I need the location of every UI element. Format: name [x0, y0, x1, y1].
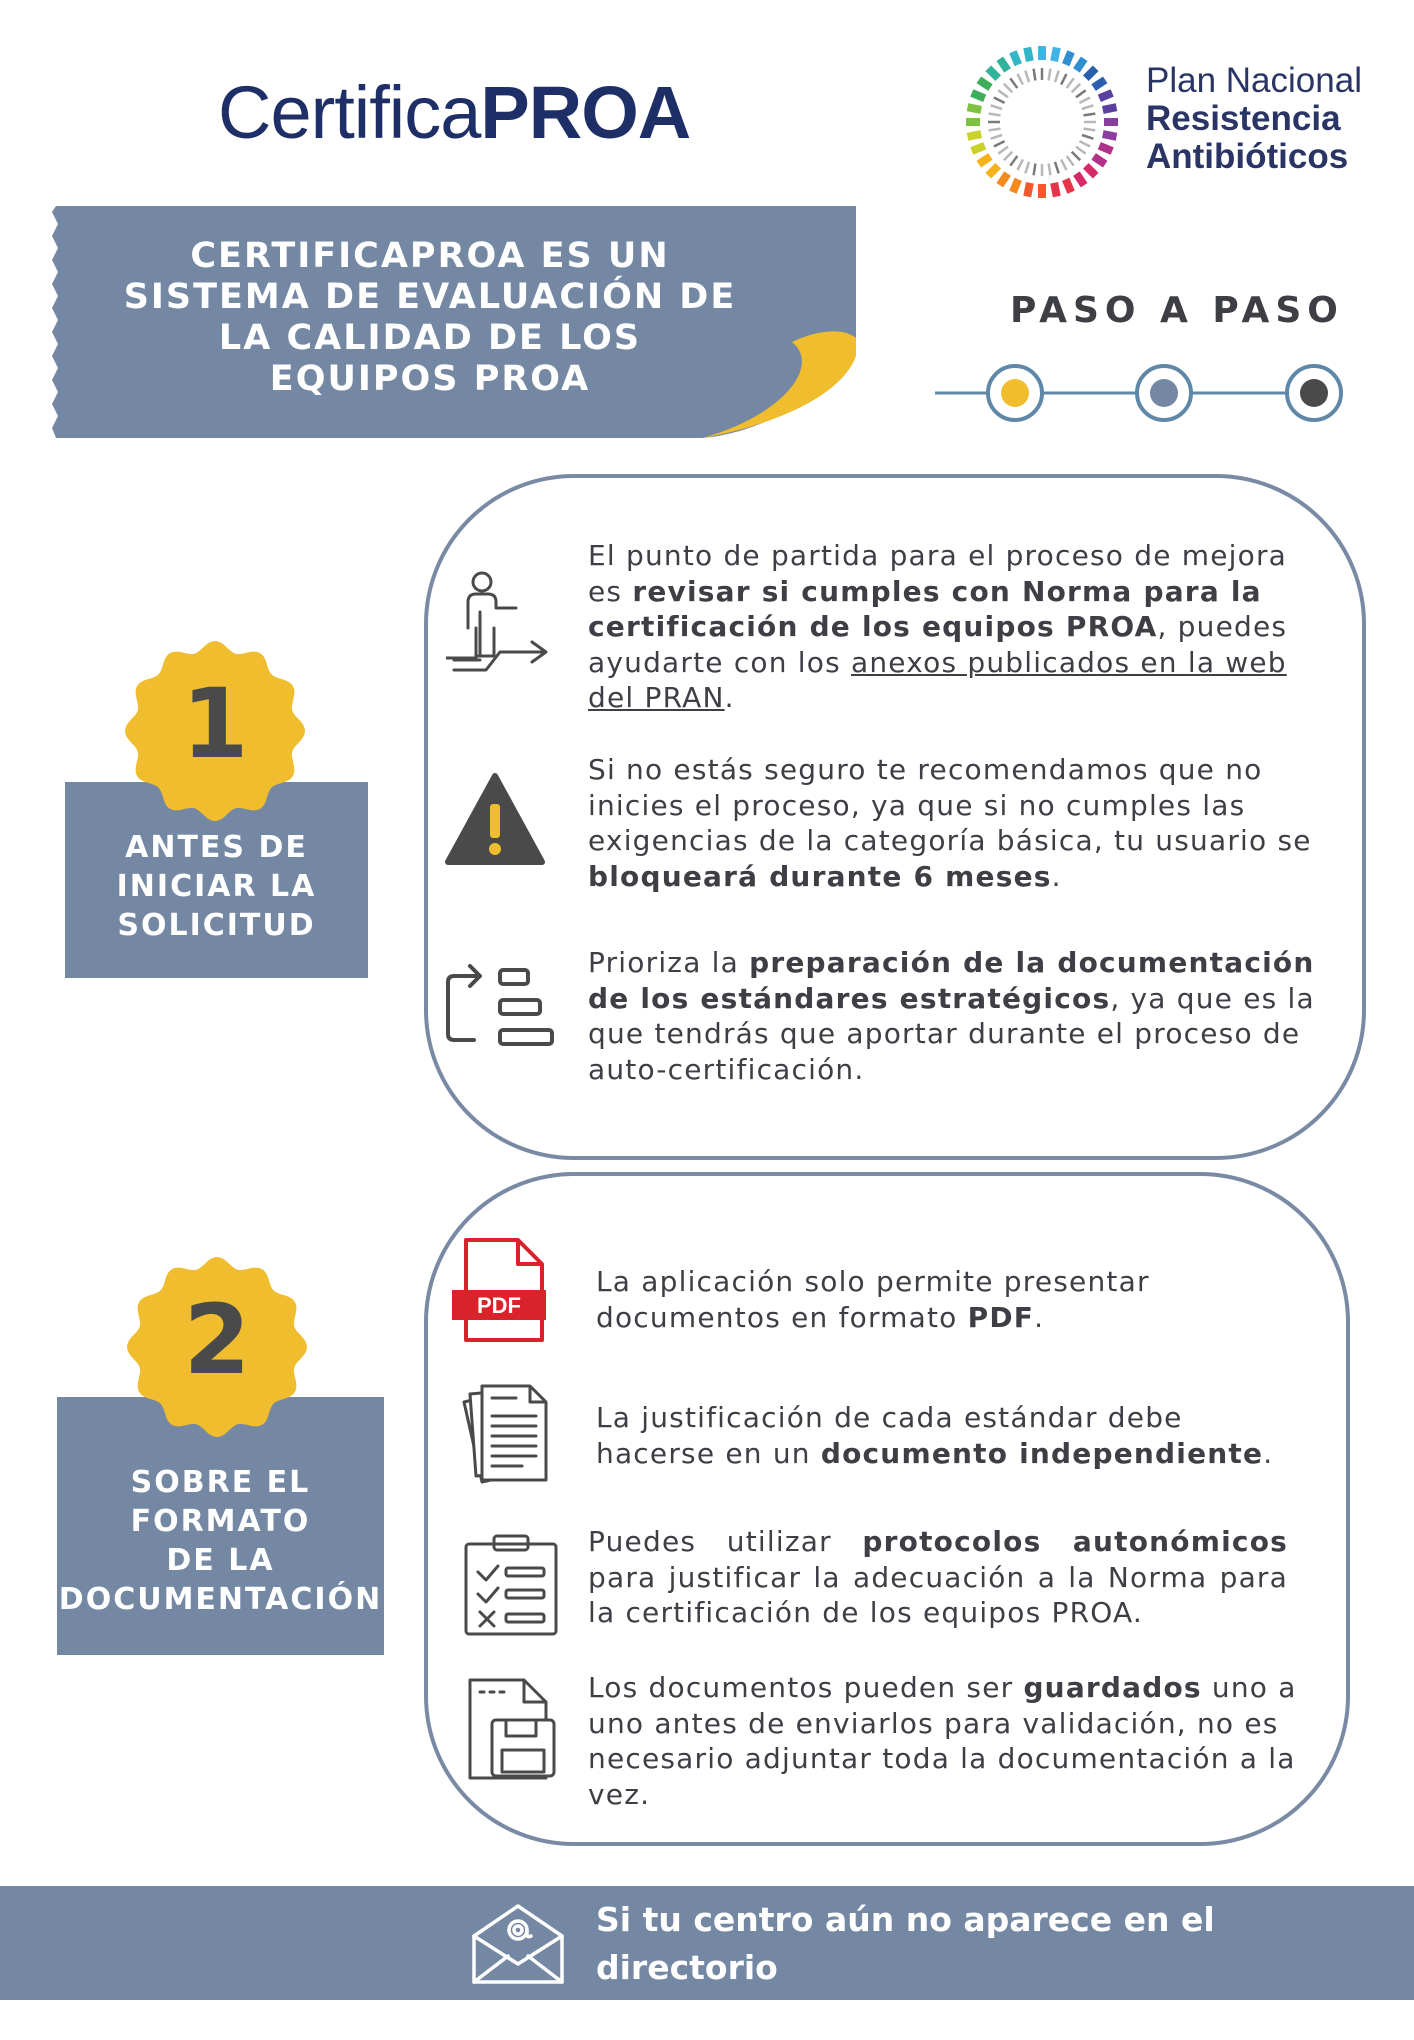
step-1-label-line-3: SOLICITUD	[117, 907, 316, 943]
pran-wheel-inner-tick	[989, 114, 1001, 116]
pran-wheel-inner-tick	[1067, 156, 1074, 166]
pran-logo-wheel-icon	[962, 42, 1122, 202]
pran-wheel-inner-tick	[1049, 69, 1051, 81]
documents-stack-icon	[456, 1380, 566, 1490]
banner-line-2: SISTEMA DE EVALUACIÓN DE	[123, 277, 737, 317]
step-1-item-1-t1: El punto de partida para el proceso de mejora es	[588, 539, 1288, 608]
pran-wheel-inner-tick	[989, 129, 1001, 131]
footer-contact-text	[596, 1896, 1356, 2040]
pran-wheel-inner-tick	[1055, 162, 1059, 174]
step-1-item-3-text	[588, 945, 1328, 1087]
pran-wheel-inner-tick	[1034, 69, 1036, 81]
step-2-item-4-text	[588, 1670, 1308, 1812]
pran-wheel-inner-tick	[994, 141, 1005, 146]
banner-line-1: CERTIFICAPROA ES UN	[190, 236, 670, 276]
pran-wheel-outer-segment	[1054, 183, 1057, 197]
pran-wheel-outer-segment	[1099, 146, 1112, 151]
pran-wheel-outer-segment	[1086, 166, 1096, 176]
pran-wheel-outer-segment	[1066, 179, 1071, 192]
pran-wheel-outer-segment	[1000, 59, 1008, 71]
step-2-item-4-bold: guardados	[1023, 1671, 1202, 1704]
footer-line-1: Si tu centro aún no aparece en el directorio	[596, 1900, 1215, 1987]
pran-wheel-inner-tick	[1055, 71, 1059, 83]
pran-wheel-outer-segment	[1086, 68, 1096, 78]
email-envelope-icon	[470, 1900, 566, 1986]
step-2-item-1-text	[596, 1264, 1296, 1335]
pran-wheel-inner-tick	[1082, 135, 1094, 139]
pran-wheel-outer-segment	[1103, 134, 1117, 137]
pran-annexes-link[interactable]: anexos publicados en la web del PRAN	[588, 645, 1287, 714]
pran-wheel-outer-segment	[1054, 48, 1057, 62]
pdf-icon-label: PDF	[477, 1293, 521, 1318]
step-2-item-1-bold: PDF	[967, 1300, 1035, 1334]
pran-wheel-inner-tick	[1076, 147, 1086, 154]
pran-wheel-inner-tick	[998, 90, 1008, 97]
step-2-item-1-t1: La aplicación solo permite presentar documentos en formato	[596, 1265, 1150, 1334]
save-document-icon	[462, 1676, 572, 1786]
step-2-label-line-1: SOBRE EL	[130, 1465, 311, 1500]
step-1-item-1-bold: revisar si cumples con Norma para la certificación de los equipos PROA	[588, 574, 1262, 643]
pran-logo-text	[1146, 62, 1362, 176]
step-1-item-2-t1: Si no estás seguro te recomendamos que no inicies el proceso, ya que si no cumples las exigencias de la categoría básica, tu usuario se	[588, 753, 1312, 857]
pran-wheel-outer-segment	[1076, 59, 1084, 71]
pran-wheel-outer-segment	[1094, 80, 1106, 88]
pran-line-2: Resistencia	[1146, 99, 1341, 138]
banner-line-3: LA CALIDAD DE LOS	[218, 318, 642, 358]
pdf-file-icon	[446, 1236, 556, 1346]
step-2-label-line-4: DOCUMENTACIÓN	[58, 1582, 383, 1617]
step-2-item-4-t2: uno a uno antes de enviarlos para validación, no es necesario adjuntar toda la documentación a la vez.	[588, 1671, 1297, 1811]
checklist-clipboard-icon	[456, 1528, 566, 1638]
step-1-item-3-t1: Prioriza la	[588, 946, 750, 979]
pran-wheel-inner-tick	[994, 98, 1005, 103]
pran-wheel-inner-tick	[1084, 114, 1096, 116]
intro-banner-text	[110, 236, 750, 400]
pran-wheel-outer-segment	[1027, 48, 1030, 62]
certificaproa-logo	[218, 70, 690, 155]
step-dot-2	[1137, 366, 1191, 420]
step-2-item-2-text	[596, 1400, 1296, 1471]
pran-line-3: Antibióticos	[1146, 137, 1349, 176]
pran-wheel-inner-tick	[991, 105, 1003, 109]
pran-wheel-inner-tick	[991, 135, 1003, 139]
pran-wheel-inner-tick	[1025, 71, 1029, 83]
step-1-item-3-bold: preparación de la documentación de los estándares estratégicos	[588, 946, 1315, 1015]
warning-icon	[440, 768, 550, 878]
step-1-item-2-text	[588, 752, 1328, 894]
pran-wheel-inner-tick	[1067, 78, 1074, 88]
step-1-label-line-2: INICIAR LA	[116, 868, 317, 904]
pran-wheel-outer-segment	[979, 156, 991, 164]
step-2-item-2-bold: documento independiente	[820, 1436, 1264, 1470]
pran-wheel-inner-tick	[1004, 84, 1013, 93]
pran-wheel-inner-tick	[1072, 84, 1081, 93]
step-1-item-2-bold: bloqueará durante 6 meses	[588, 859, 1052, 893]
step-2-item-3-text	[588, 1524, 1288, 1631]
pran-wheel-outer-segment	[972, 146, 985, 151]
pran-wheel-inner-tick	[998, 147, 1008, 154]
step-1-item-1-text	[588, 538, 1328, 716]
priority-list-icon	[444, 960, 554, 1070]
step-1-item-1-t2: , puedes ayudarte con los	[588, 610, 1288, 679]
step-by-step-title: PASO A PASO	[1010, 290, 1344, 331]
pran-wheel-inner-tick	[1084, 129, 1096, 131]
footer-line-2-text: contacta	[596, 1996, 769, 2035]
pran-wheel-inner-tick	[1076, 90, 1086, 97]
pran-wheel-inner-tick	[1034, 164, 1036, 176]
step-2-item-3-t1: Puedes utilizar	[588, 1525, 863, 1558]
pran-wheel-inner-tick	[1025, 162, 1029, 174]
step-2-item-2-t2: .	[1263, 1436, 1274, 1470]
step-1-number: 1	[181, 668, 249, 780]
pran-wheel-outer-segment	[1076, 174, 1084, 186]
banner-line-4: EQUIPOS PROA	[269, 359, 591, 399]
pran-wheel-outer-segment	[968, 107, 982, 110]
pran-line-1: Plan Nacional	[1146, 61, 1362, 100]
pran-wheel-outer-segment	[1027, 183, 1030, 197]
step-2-item-2-t1: La justificación de cada estándar debe hacerse en un	[596, 1401, 1183, 1470]
pran-wheel-outer-segment	[1013, 52, 1018, 65]
pran-wheel-inner-tick	[1082, 105, 1094, 109]
pran-wheel-outer-segment	[988, 68, 998, 78]
contact-here-link[interactable]: aquí	[768, 1996, 850, 2035]
step-2-item-1-t2: .	[1034, 1300, 1045, 1334]
logo-title-light: Certifica	[218, 71, 481, 154]
step-2-item-4-t1: Los documentos pueden ser	[588, 1671, 1024, 1704]
step-progress-tracker	[935, 360, 1345, 426]
step-1-label-line-1: ANTES DE	[125, 829, 308, 865]
pran-wheel-outer-segment	[968, 134, 982, 137]
pran-wheel-inner-tick	[1079, 98, 1090, 103]
pran-wheel-inner-tick	[1072, 152, 1081, 161]
step-dot-3	[1287, 366, 1341, 420]
step-2-label-line-2: FORMATO	[130, 1504, 311, 1539]
pran-wheel-inner-tick	[1018, 74, 1023, 85]
pran-wheel-outer-segment	[1000, 174, 1008, 186]
step-dot-1	[988, 366, 1042, 420]
pran-wheel-inner-tick	[1061, 74, 1066, 85]
stairs-person-icon	[446, 564, 556, 674]
logo-title-bold: PROA	[480, 71, 691, 154]
pran-wheel-inner-tick	[1061, 159, 1066, 170]
pran-wheel-inner-tick	[1049, 164, 1051, 176]
pran-wheel-inner-tick	[1010, 78, 1017, 88]
step-1-item-1-t3: .	[724, 681, 735, 714]
footer-line-2	[596, 1992, 1356, 2040]
pran-wheel-outer-segment	[1103, 107, 1117, 110]
pran-wheel-inner-tick	[1010, 156, 1017, 166]
step-2-label-line-3: DE LA	[166, 1543, 275, 1578]
pran-wheel-outer-segment	[972, 93, 985, 98]
step-2-item-3-t2: para justificar la adecuación a la Norma para la certificación de los equipos PROA.	[588, 1560, 1288, 1629]
pran-wheel-outer-segment	[979, 80, 991, 88]
step-1-item-3-t2: , ya que es la que tendrás que aportar durante el proceso de auto-certificación.	[588, 981, 1315, 1086]
step-1-item-2-t2: .	[1051, 859, 1062, 893]
pran-wheel-outer-segment	[1013, 179, 1018, 192]
pran-wheel-outer-segment	[1099, 93, 1112, 98]
pran-wheel-outer-segment	[1066, 52, 1071, 65]
pran-wheel-outer-segment	[1094, 156, 1106, 164]
pran-wheel-inner-tick	[1079, 141, 1090, 146]
pran-wheel-outer-segment	[988, 166, 998, 176]
pran-wheel-inner-tick	[1018, 159, 1023, 170]
step-2-number: 2	[183, 1284, 251, 1396]
pran-wheel-inner-tick	[1004, 152, 1013, 161]
step-2-item-3-bold: protocolos autonómicos	[862, 1525, 1288, 1558]
